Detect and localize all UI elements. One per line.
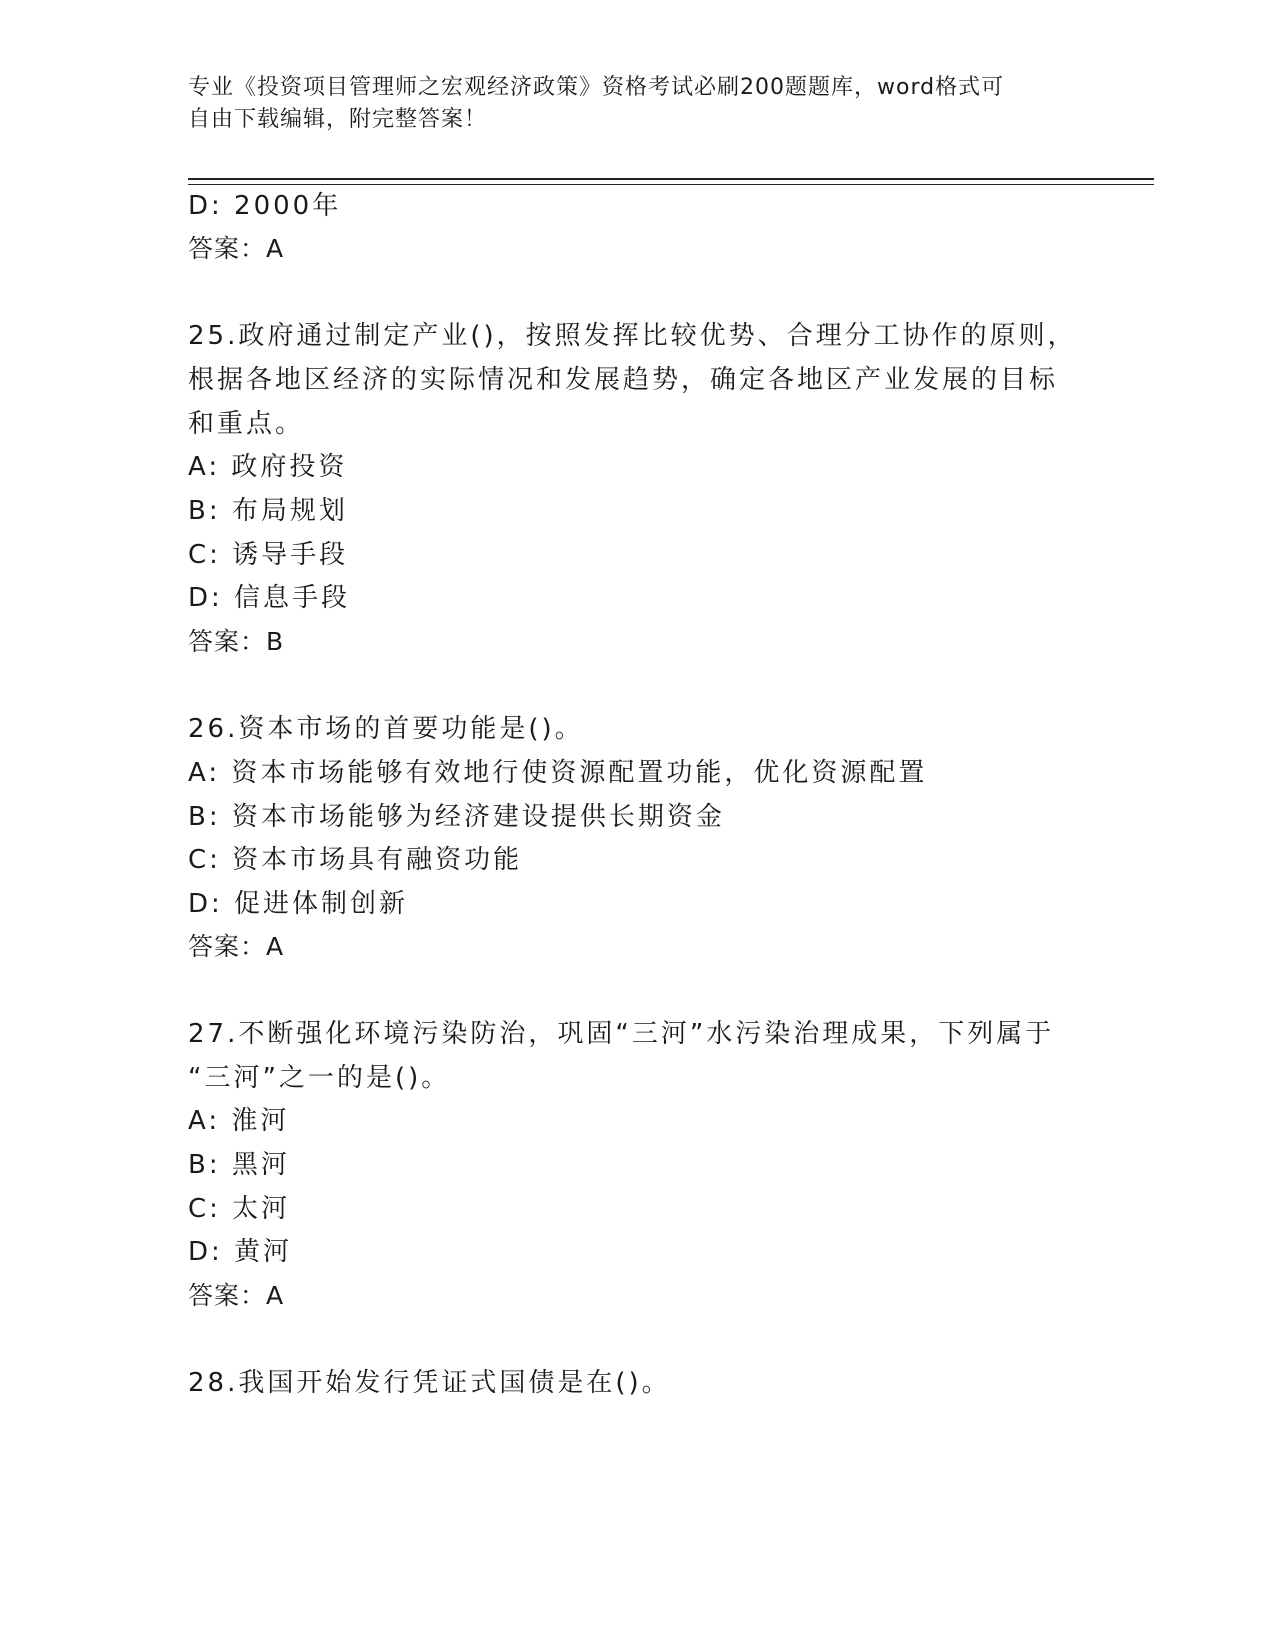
- q27-option-a: A: 淮河: [188, 1106, 290, 1136]
- q26-option-c: C: 资本市场具有融资功能: [188, 845, 523, 875]
- q25-stem-line-1: 25.政府通过制定产业()，按照发挥比较优势、合理分工协作的原则，: [188, 321, 1077, 351]
- q27-stem-line-2: “三河”之一的是()。: [188, 1063, 451, 1093]
- q26-stem: 26.资本市场的首要功能是()。: [188, 714, 584, 744]
- q26-option-d: D: 促进体制创新: [188, 889, 409, 919]
- prev-answer: 答案：A: [188, 234, 285, 263]
- document-header: [188, 72, 1068, 136]
- q27-answer: 答案：A: [188, 1281, 285, 1310]
- prev-option-d: D: 2000年: [188, 191, 342, 221]
- q28-stem: 28.我国开始发行凭证式国债是在()。: [188, 1368, 671, 1398]
- q27-option-c: C: 太河: [188, 1194, 291, 1224]
- q26-answer: 答案：A: [188, 932, 285, 961]
- q25-answer: 答案：B: [188, 627, 285, 656]
- q27-option-b: B: 黑河: [188, 1150, 290, 1180]
- header-divider-thick: [188, 178, 1154, 180]
- q25-stem-line-2: 根据各地区经济的实际情况和发展趋势，确定各地区产业发展的目标: [188, 365, 1059, 395]
- q27-stem-line-1: 27.不断强化环境污染防治，巩固“三河”水污染治理成果，下列属于: [188, 1019, 1055, 1049]
- q25-option-c: C: 诱导手段: [188, 540, 349, 570]
- header-divider-thin: [188, 184, 1154, 185]
- q27-option-d: D: 黄河: [188, 1237, 293, 1267]
- header-line-2: 自由下载编辑，附完整答案！: [188, 107, 488, 132]
- q25-option-a: A: 政府投资: [188, 452, 348, 482]
- header-line-1: 专业《投资项目管理师之宏观经济政策》资格考试必刷200题题库，word格式可: [188, 75, 1005, 100]
- q26-option-a: A: 资本市场能够有效地行使资源配置功能，优化资源配置: [188, 758, 928, 788]
- q25-stem-line-3: 和重点。: [188, 409, 305, 439]
- q25-option-b: B: 布局规划: [188, 496, 348, 526]
- q26-option-b: B: 资本市场能够为经济建设提供长期资金: [188, 802, 725, 832]
- q25-option-d: D: 信息手段: [188, 583, 351, 613]
